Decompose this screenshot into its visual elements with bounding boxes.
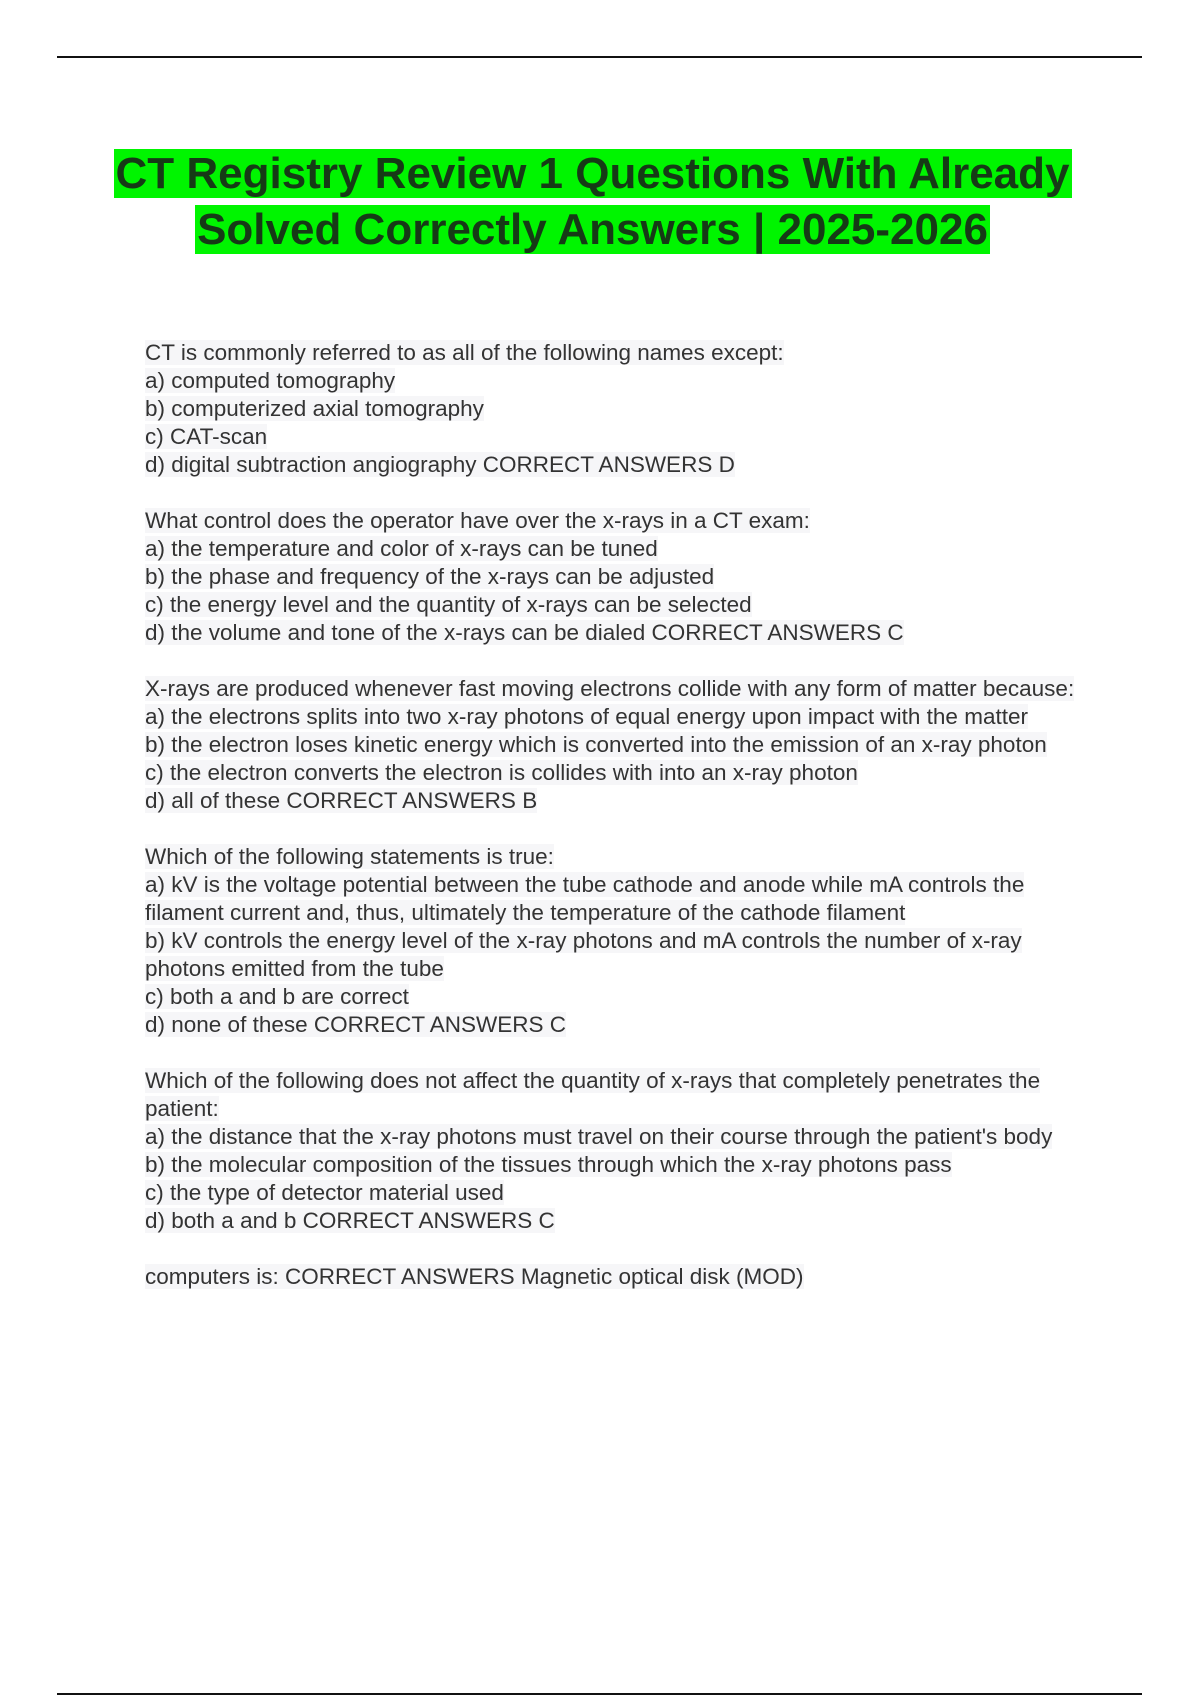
question-block-1 [145,339,1075,479]
question-block-2 [145,507,1075,647]
answer-option: c) the electron converts the electron is collides with into an x-ray photon [145,760,858,785]
answer-option: c) both a and b are correct [145,984,409,1009]
answer-option: c) the energy level and the quantity of x-rays can be selected [145,592,752,617]
answer-option: b) the electron loses kinetic energy which is converted into the emission of an x-ray photon [145,732,1047,757]
answer-option: a) computed tomography [145,368,396,393]
answer-option: d) the volume and tone of the x-rays can be dialed CORRECT ANSWERS C [145,620,904,645]
header-rule [57,56,1142,58]
answer-option: b) the phase and frequency of the x-rays can be adjusted [145,564,715,589]
answer-option: a) the temperature and color of x-rays can be tuned [145,536,658,561]
document-body [145,339,1075,1319]
question-block-3 [145,675,1075,815]
answer-option: c) the type of detector material used [145,1180,504,1205]
question-text: CT is commonly referred to as all of the following names except: [145,340,784,365]
question-block-4 [145,843,1075,1039]
question-block-6 [145,1263,1075,1291]
answer-option: d) digital subtraction angiography CORRECT ANSWERS D [145,452,735,477]
answer-option: b) kV controls the energy level of the x-ray photons and mA controls the number of x-ray photons emitted from the tube [145,928,1022,981]
question-text: What control does the operator have over the x-rays in a CT exam: [145,508,810,533]
question-text: computers is: CORRECT ANSWERS Magnetic optical disk (MOD) [145,1264,804,1289]
answer-option: a) the electrons splits into two x-ray photons of equal energy upon impact with the matter [145,704,1028,729]
answer-option: c) CAT-scan [145,424,268,449]
document-title [100,146,1085,258]
answer-option: b) the molecular composition of the tissues through which the x-ray photons pass [145,1152,952,1177]
answer-option: d) both a and b CORRECT ANSWERS C [145,1208,555,1233]
question-text: Which of the following statements is true: [145,844,554,869]
answer-option: a) kV is the voltage potential between the tube cathode and anode while mA controls the filament current and, thus, ultimately the temperature of the cathode filament [145,872,1025,925]
answer-option: d) all of these CORRECT ANSWERS B [145,788,538,813]
answer-option: d) none of these CORRECT ANSWERS C [145,1012,566,1037]
question-text: X-rays are produced whenever fast moving electrons collide with any form of matter because: [145,676,1075,701]
footer-rule [57,1693,1142,1695]
question-text: Which of the following does not affect the quantity of x-rays that completely penetrates the patient: [145,1068,1041,1121]
answer-option: a) the distance that the x-ray photons must travel on their course through the patient's body [145,1124,1053,1149]
answer-option: b) computerized axial tomography [145,396,484,421]
title-highlight: CT Registry Review 1 Questions With Already Solved Correctly Answers | 2025-2026 [115,149,1070,254]
question-block-5 [145,1067,1075,1235]
